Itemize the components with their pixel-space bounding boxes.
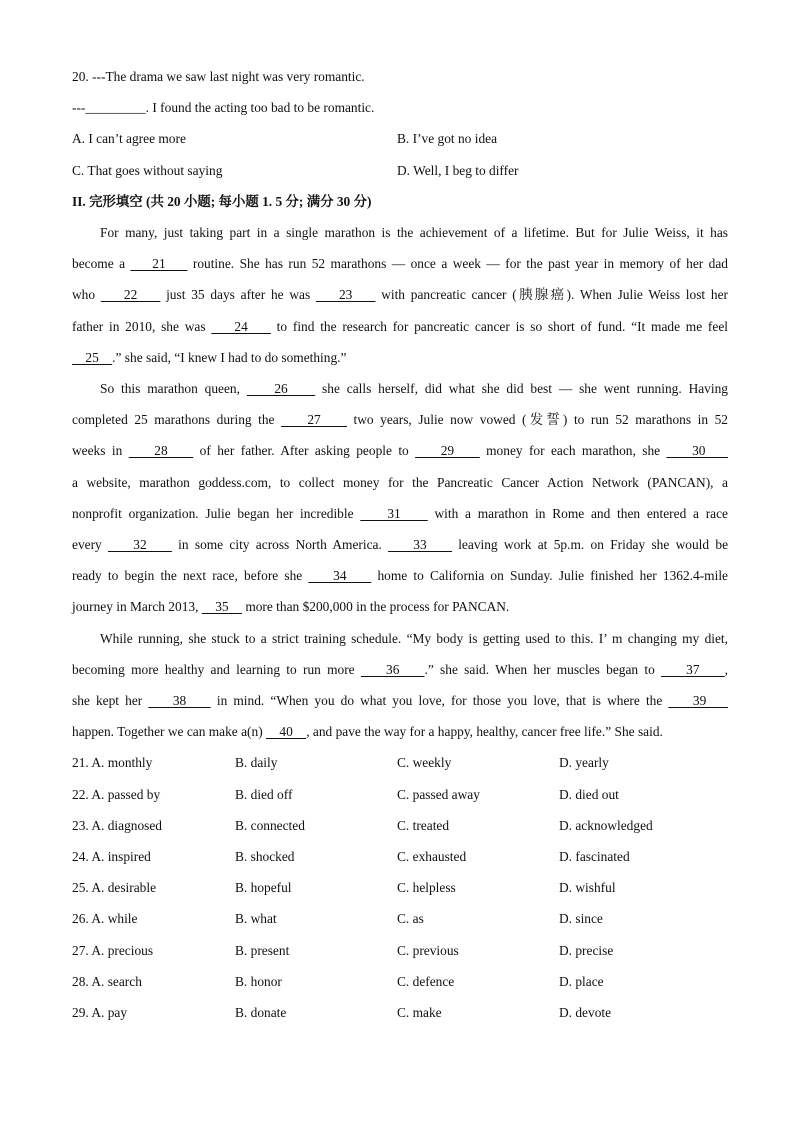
passage-line: [72, 467, 728, 498]
passage-text: ready to begin the next race, before she: [72, 568, 309, 584]
question-option: D. yearly: [559, 755, 609, 771]
question-option: B. died off: [235, 786, 293, 802]
question-option: B. connected: [235, 817, 305, 833]
reply-text: . I found the acting too bad to be romantic.: [145, 100, 375, 116]
cloze-blank: 27: [281, 412, 347, 428]
cloze-blank: 32: [108, 537, 172, 553]
passage-text: , and pave the way for a happy, healthy, cancer free life.” She said.: [306, 724, 663, 740]
passage-line: [72, 685, 728, 716]
passage-line: [72, 529, 728, 560]
passage-text: become a: [72, 256, 131, 272]
cloze-blank: 28: [128, 443, 194, 459]
passage-text: While running, she stuck to a strict training schedule. “My body is getting used to this. I’ m changing my diet,: [100, 630, 728, 646]
passage-text: just 35 days after he was: [160, 287, 316, 303]
passage-text: nonprofit organization. Julie began her incredible: [72, 505, 361, 521]
question-row: [72, 935, 728, 966]
question-option: D. devote: [559, 1005, 612, 1021]
question-20-options-row-1: [72, 123, 728, 154]
cloze-blank: 39: [668, 693, 729, 709]
passage-text: home to California on Sunday. Julie finished her 1362.4-mile: [371, 568, 728, 584]
question-row: [72, 810, 728, 841]
cloze-blank: 22: [100, 287, 161, 303]
exam-page: [72, 61, 728, 1028]
question-option: B. honor: [235, 973, 282, 989]
cloze-blank: 37: [661, 661, 725, 677]
question-option: 23. A. diagnosed: [72, 817, 163, 833]
cloze-blank: 38: [148, 693, 211, 709]
question-20-stem: 20. ---The drama we saw last night was very romantic.: [72, 69, 365, 84]
question-option: D. since: [559, 911, 603, 927]
passage-line: [72, 342, 728, 373]
passage-text: father in 2010, she was: [72, 318, 212, 334]
question-option: B. donate: [235, 1005, 287, 1021]
passage-line: [72, 560, 728, 591]
question-row: [72, 872, 728, 903]
question-row: [72, 841, 728, 872]
question-20-reply: [72, 92, 728, 123]
question-option: 28. A. search: [72, 973, 142, 989]
passage-line: [72, 591, 728, 622]
question-option: D. wishful: [559, 880, 616, 896]
passage-text: to find the research for pancreatic cancer is so short of fund. “It made me feel: [270, 318, 728, 334]
passage-text: she kept her: [72, 693, 149, 709]
cloze-blank: 29: [415, 443, 480, 459]
reply-prefix: ---: [72, 100, 86, 116]
passage-text: So this marathon queen,: [100, 381, 247, 397]
question-option: C. helpless: [397, 880, 456, 896]
cloze-blank: 21: [130, 256, 188, 272]
passage-line: [72, 217, 728, 248]
question-row: [72, 779, 728, 810]
passage-text: with pancreatic cancer (胰腺癌). When Julie Weiss lost her: [375, 287, 729, 303]
passage-text: becoming more healthy and learning to run more: [72, 661, 361, 677]
question-option: C. treated: [397, 817, 450, 833]
question-option: D. fascinated: [559, 849, 630, 865]
passage-line: [72, 654, 728, 685]
question-row: [72, 903, 728, 934]
cloze-blank: 35: [201, 599, 242, 615]
passage-line: [72, 373, 728, 404]
passage-text: she calls herself, did what she did best — she went running. Having: [315, 381, 728, 397]
passage-text: leaving work at 5p.m. on Friday she would be: [451, 537, 729, 553]
question-option: C. make: [397, 1005, 442, 1021]
passage-text: with a marathon in Rome and then entered a race: [427, 505, 728, 521]
question-option: 24. A. inspired: [72, 849, 151, 865]
passage-text: in mind. “When you do what you love, for those you love, that is where the: [210, 693, 669, 709]
passage-line: [72, 248, 728, 279]
question-option: B. daily: [235, 755, 278, 771]
option-b: B. I’ve got no idea: [397, 131, 498, 147]
question-option: B. shocked: [235, 849, 295, 865]
passage-text: For many, just taking part in a single marathon is the achievement of a lifetime. But for Julie Weiss, it has: [100, 225, 728, 241]
passage-text: a website, marathon goddess.com, to collect money for the Pancreatic Cancer Action Network (PANCAN), a: [72, 474, 728, 490]
cloze-questions: [72, 747, 728, 1028]
section-title: II. 完形填空 (共 20 小题; 每小题 1. 5 分; 满分 30 分): [72, 193, 372, 209]
cloze-blank: 25: [72, 349, 113, 365]
question-row: [72, 747, 728, 778]
option-c: C. That goes without saying: [72, 162, 223, 178]
question-option: C. previous: [397, 942, 459, 958]
question-option: 29. A. pay: [72, 1005, 128, 1021]
question-option: B. hopeful: [235, 880, 292, 896]
passage-text: every: [72, 537, 109, 553]
question-row: [72, 966, 728, 997]
option-a: A. I can’t agree more: [72, 131, 186, 147]
question-option: C. as: [397, 911, 424, 927]
passage-text: who: [72, 287, 101, 303]
passage-text: completed 25 marathons during the: [72, 412, 282, 428]
cloze-blank: 24: [211, 318, 271, 334]
question-option: B. present: [235, 942, 290, 958]
cloze-blank: 36: [360, 661, 425, 677]
cloze-blank: 33: [388, 537, 452, 553]
question-option: D. died out: [559, 786, 619, 802]
question-option: B. what: [235, 911, 277, 927]
passage-line: [72, 404, 728, 435]
passage-text: .” she said. When her muscles began to: [424, 661, 662, 677]
question-20-options-row-2: [72, 155, 728, 186]
question-option: D. acknowledged: [559, 817, 653, 833]
passage-text: routine. She has run 52 marathons — once a week — for the past year in memory of her dad: [187, 256, 728, 272]
passage-line: [72, 498, 728, 529]
question-option: 25. A. desirable: [72, 880, 157, 896]
cloze-passage: [72, 217, 728, 747]
passage-text: money for each marathon, she: [479, 443, 667, 459]
passage-text: in some city across North America.: [171, 537, 389, 553]
cloze-blank: 23: [315, 287, 376, 303]
passage-line: [72, 311, 728, 342]
question-option: 22. A. passed by: [72, 786, 161, 802]
passage-text: happen. Together we can make a(n): [72, 724, 267, 740]
passage-text: ,: [724, 661, 729, 677]
cloze-blank: 40: [266, 724, 307, 740]
option-d: D. Well, I beg to differ: [397, 162, 519, 178]
question-option: C. weekly: [397, 755, 452, 771]
passage-text: journey in March 2013,: [72, 599, 202, 615]
question-option: 26. A. while: [72, 911, 138, 927]
question-option: D. precise: [559, 942, 614, 958]
passage-text: weeks in: [72, 443, 129, 459]
question-option: D. place: [559, 973, 604, 989]
cloze-blank: 26: [246, 381, 316, 397]
question-option: C. exhausted: [397, 849, 467, 865]
question-option: 21. A. monthly: [72, 755, 153, 771]
question-option: C. defence: [397, 973, 455, 989]
cloze-blank: 30: [666, 443, 729, 459]
passage-line: [72, 435, 728, 466]
passage-line: [72, 716, 728, 747]
passage-text: .” she said, “I knew I had to do something.”: [112, 349, 347, 365]
cloze-blank: 34: [308, 568, 372, 584]
passage-text: of her father. After asking people to: [193, 443, 416, 459]
question-row: [72, 997, 728, 1028]
passage-text: two years, Julie now vowed (发誓) to run 52 marathons in 52: [346, 412, 728, 428]
passage-line: [72, 279, 728, 310]
passage-text: more than $200,000 in the process for PANCAN.: [241, 599, 510, 615]
passage-line: [72, 623, 728, 654]
question-option: 27. A. precious: [72, 942, 154, 958]
reply-blank: _________: [85, 100, 146, 116]
question-option: C. passed away: [397, 786, 480, 802]
cloze-blank: 31: [360, 505, 428, 521]
